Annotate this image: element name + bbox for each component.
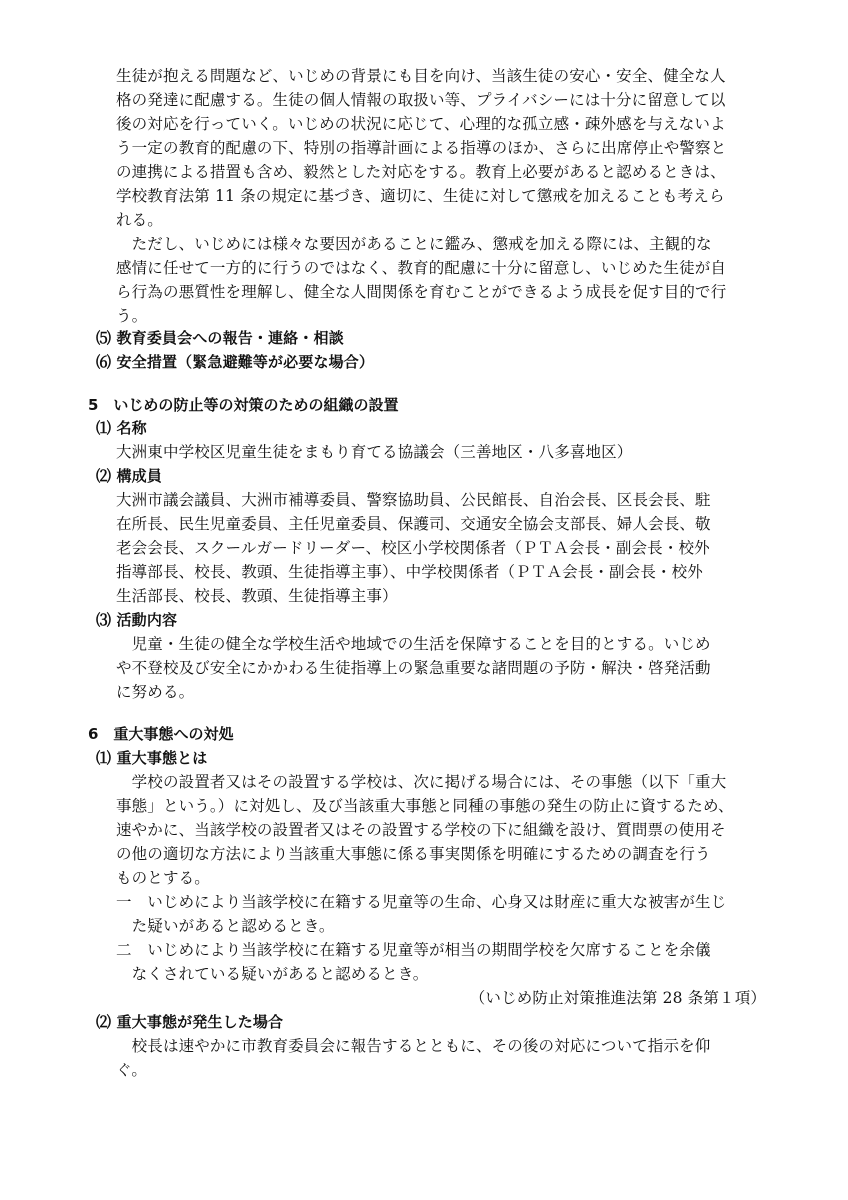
subheading-activities: ⑶ 活動内容 <box>96 611 178 629</box>
subheading-item6: ⑹ 安全措置（緊急避難等が必要な場合） <box>96 353 375 371</box>
paragraph-line: に努める。 <box>116 683 195 701</box>
paragraph-line: れる。 <box>116 211 163 229</box>
paragraph-line: 学校の設置者又はその設置する学校は、次に掲げる場合には、その事態（以下「重大 <box>116 773 727 791</box>
subheading-name: ⑴ 名称 <box>96 419 147 437</box>
paragraph-line: 校長は速やかに市教育委員会に報告するとともに、その後の対応について指示を仰 <box>116 1037 711 1055</box>
subheading-members: ⑵ 構成員 <box>96 467 162 485</box>
section-heading-5: 5 いじめの防止等の対策のための組織の設置 <box>88 396 399 414</box>
paragraph-line: ら行為の悪質性を理解し、健全な人間関係を育むことができるよう成長を促す目的で行 <box>116 283 727 301</box>
paragraph-line: 大洲市議会議員、大洲市補導委員、警察協助員、公民館長、自治会長、区長会長、駐 <box>116 491 711 509</box>
case-item-1: 一 いじめにより当該学校に在籍する児童等の生命、心身又は財産に重大な被害が生じ <box>116 893 727 911</box>
paragraph-line: や不登校及び安全にかかわる生徒指導上の緊急重要な諸問題の予防・解決・啓発活動 <box>116 659 711 677</box>
paragraph-line: 感情に任せて一方的に行うのではなく、教育的配慮に十分に留意し、いじめた生徒が自 <box>116 259 727 277</box>
paragraph-line: の他の適切な方法により当該重大事態に係る事実関係を明確にするための調査を行う <box>116 845 711 863</box>
paragraph-line: ものとする。 <box>116 869 210 887</box>
paragraph-line: 事態」という。）に対処し、及び当該重大事態と同種の事態の発生の防止に資するため、 <box>116 797 734 815</box>
paragraph-line: 在所長、民生児童委員、主任児童委員、保護司、交通安全協会支部長、婦人会長、敬 <box>116 515 711 533</box>
case-item-2-cont: なくされている疑いがあると認めるとき。 <box>116 965 429 983</box>
paragraph-line: 速やかに、当該学校の設置者又はその設置する学校の下に組織を設け、質問票の使用そ <box>116 821 726 839</box>
paragraph-line: 老会会長、スクールガードリーダー、校区小学校関係者（ＰＴＡ会長・副会長・校外 <box>116 539 710 557</box>
case-item-2: 二 いじめにより当該学校に在籍する児童等が相当の期間学校を欠席することを余儀 <box>116 941 711 959</box>
paragraph-line: ぐ。 <box>116 1061 147 1079</box>
paragraph-line: 生活部長、校長、教頭、生徒指導主事） <box>116 587 398 605</box>
paragraph-line: 生徒が抱える問題など、いじめの背景にも目を向け、当該生徒の安心・安全、健全な人 <box>116 67 726 85</box>
case-item-1-cont: た疑いがあると認めるとき。 <box>116 917 335 935</box>
law-citation: （いじめ防止対策推進法第 28 条第１項） <box>469 989 766 1007</box>
subheading-serious-case: ⑴ 重大事態とは <box>96 749 208 767</box>
paragraph-line: う一定の教育的配慮の下、特別の指導計画による指導のほか、さらに出席停止や警察と <box>116 139 727 157</box>
paragraph-line: 格の発達に配慮する。生徒の個人情報の取扱い等、プライバシーには十分に留意して以 <box>116 91 726 109</box>
subheading-occurrence: ⑵ 重大事態が発生した場合 <box>96 1013 284 1031</box>
paragraph-line: ただし、いじめには様々な要因があることに鑑み、懲戒を加える際には、主観的な <box>116 235 712 253</box>
paragraph-line: の連携による措置も含め、毅然とした対応をする。教育上必要があると認めるときは、 <box>116 163 726 181</box>
section-heading-6: 6 重大事態への対処 <box>88 725 234 743</box>
paragraph-line: う。 <box>116 307 148 325</box>
paragraph-line: 指導部長、校長、教頭、生徒指導主事）、中学校関係者（ＰＴＡ会長・副会長・校外 <box>116 563 703 581</box>
paragraph-line: 学校教育法第 11 条の規定に基づき、適切に、生徒に対して懲戒を加えることも考えら <box>116 187 725 205</box>
organization-name: 大洲東中学校区児童生徒をまもり育てる協議会（三善地区・八多喜地区） <box>116 443 633 461</box>
paragraph-line: 児童・生徒の健全な学校生活や地域での生活を保障することを目的とする。いじめ <box>116 635 711 653</box>
paragraph-line: 後の対応を行っていく。いじめの状況に応じて、心理的な孤立感・疎外感を与えないよ <box>116 115 726 133</box>
subheading-item5: ⑸ 教育委員会への報告・連絡・相談 <box>96 329 344 347</box>
